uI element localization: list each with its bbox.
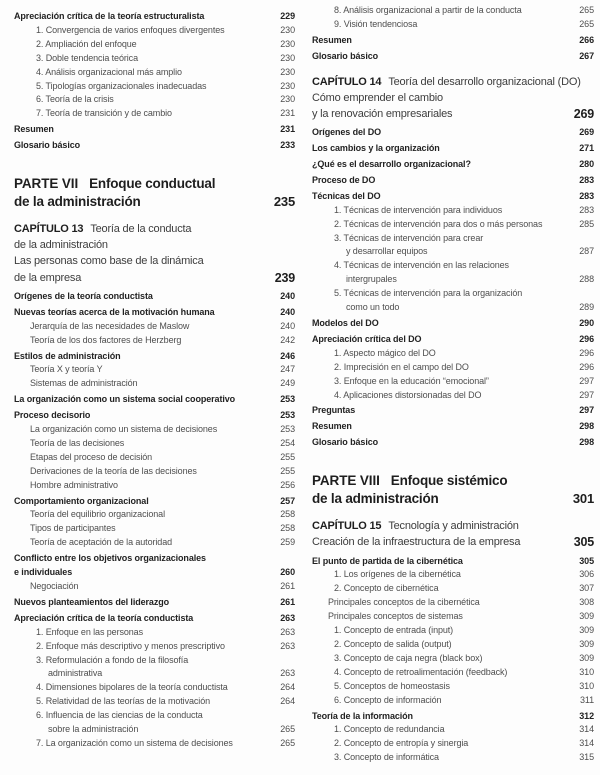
page-number: 283 (579, 190, 594, 201)
entry-title: 2. Concepto de cibernética (334, 583, 439, 594)
entry-title: Negociación (30, 581, 79, 591)
page-number: 310 (579, 666, 594, 677)
entry-title: Técnicas del DO (312, 190, 381, 201)
page-number: 285 (579, 218, 594, 229)
entry-title: Jerarquía de las necesidades de Maslow (30, 320, 190, 331)
entry-title: Conflicto entre los objetivos organizacionales (14, 553, 206, 564)
page-number: 258 (280, 523, 295, 534)
page-number: 264 (280, 682, 295, 693)
page-number: 261 (280, 596, 295, 607)
toc-entry (14, 640, 295, 654)
page-number: 260 (280, 567, 295, 578)
page-number: 310 (579, 680, 594, 691)
entry-title: 1. Aspecto mágico del DO (334, 347, 436, 358)
toc-entry (14, 237, 295, 253)
entry-title: 3. Concepto de informática (334, 752, 439, 763)
entry-title: Los cambios y la organización (312, 143, 440, 154)
entry-title: Enfoque conductual (89, 176, 216, 192)
toc-entry (312, 245, 594, 259)
toc-entry (14, 479, 295, 493)
toc-entry (14, 709, 295, 723)
page-number: 233 (280, 140, 295, 151)
toc-entry (14, 465, 295, 479)
section-number-label: CAPÍTULO 15 (312, 520, 382, 533)
page-number: 253 (280, 410, 295, 421)
page-number: 312 (579, 710, 594, 721)
entry-title: Resumen (312, 34, 352, 45)
toc-entry (312, 142, 594, 156)
page-number: 242 (280, 334, 295, 345)
entry-title: 4. Análisis organizacional más amplio (36, 66, 182, 77)
toc-entry (312, 375, 594, 389)
entry-title: de la administración (14, 239, 108, 252)
entry-title: Glosario básico (312, 437, 379, 448)
entry-title: 1. Técnicas de intervención para individuos (334, 204, 503, 215)
entry-title: Glosario básico (312, 50, 379, 61)
entry-title: Teoría del equilibrio organizacional (30, 509, 165, 520)
toc-entry (14, 66, 295, 80)
toc-entry (312, 596, 594, 610)
toc-entry (312, 638, 594, 652)
entry-title: Cómo emprender el cambio (312, 91, 443, 104)
page-number: 265 (579, 18, 594, 29)
page-number: 305 (579, 555, 594, 566)
entry-title: 1. Los orígenes de la cibernética (334, 569, 461, 580)
entry-title: 4. Aplicaciones distorsionadas del DO (334, 389, 482, 400)
toc-entry (14, 552, 295, 566)
entry-title: 5. Relatividad de las teorías de la motivación (36, 696, 210, 707)
toc-entry (312, 694, 594, 708)
toc-entry (312, 301, 594, 315)
toc-entry (14, 38, 295, 52)
page-number: 240 (280, 306, 295, 317)
page-number: 297 (579, 375, 594, 386)
toc-entry (312, 174, 594, 188)
toc-entry (14, 522, 295, 536)
page-number: 267 (579, 50, 594, 61)
page-number: 297 (579, 389, 594, 400)
toc-entry (312, 361, 594, 375)
page-number: 309 (579, 625, 594, 636)
toc-entry (14, 24, 295, 38)
entry-title: intergrupales (346, 274, 397, 285)
entry-title: 6. Concepto de información (334, 694, 442, 705)
toc-entry (312, 751, 594, 765)
entry-title: de la administración (14, 194, 141, 210)
toc-entry (14, 409, 295, 423)
page-number: 307 (579, 583, 594, 594)
entry-title: Preguntas (312, 405, 356, 416)
toc-entry (14, 654, 295, 668)
entry-title: El punto de partida de la cibernética (312, 555, 463, 566)
toc-entry (14, 93, 295, 107)
toc-entry (14, 350, 295, 364)
toc-entry (14, 667, 295, 681)
entry-title: 1. Convergencia de varios enfoques divergentes (36, 24, 225, 35)
entry-title: 4. Técnicas de intervención en las relaciones (334, 260, 509, 271)
toc-entry (14, 306, 295, 320)
toc-entry (14, 363, 295, 377)
toc-entry (14, 393, 295, 407)
entry-title: 5. Tipologías organizacionales inadecuadas (36, 80, 207, 91)
toc-entry (14, 139, 295, 153)
entry-title: Comportamiento organizacional (14, 495, 149, 506)
entry-title: Etapas del proceso de decisión (30, 451, 153, 462)
page-number: 230 (280, 38, 295, 49)
entry-title: 3. Enfoque en la educación “emocional” (334, 375, 489, 386)
entry-title: 6. Influencia de las ciencias de la conducta (36, 710, 203, 721)
page-number: 309 (579, 652, 594, 663)
page-number: 309 (579, 611, 594, 622)
toc-entry (312, 389, 594, 403)
toc-entry (312, 347, 594, 361)
entry-title: Principales conceptos de sistemas (328, 611, 463, 622)
page-number: 261 (280, 581, 295, 591)
entry-title: sobre la administración (48, 724, 139, 735)
toc-entry (312, 610, 594, 624)
entry-title: Nuevas teorías acerca de la motivación humana (14, 306, 215, 317)
toc-entry (312, 436, 594, 450)
page-number: 311 (579, 694, 594, 705)
toc-entry (14, 495, 295, 509)
toc-entry (14, 536, 295, 550)
toc-entry (14, 270, 295, 286)
page-number: 255 (280, 451, 295, 462)
toc-entry (14, 10, 295, 24)
entry-title: 5. Técnicas de intervención para la organización (334, 288, 523, 299)
page-number: 298 (579, 421, 594, 432)
page-number: 239 (274, 270, 295, 285)
page-number: 253 (280, 394, 295, 405)
toc-entry (312, 158, 594, 172)
page-number: 230 (280, 80, 295, 91)
toc-entry (312, 582, 594, 596)
page-number: 247 (280, 364, 295, 375)
entry-title: Creación de la infraestructura de la empresa (312, 536, 521, 549)
toc-entry (312, 568, 594, 582)
toc-entry (312, 555, 594, 569)
entry-title: 1. Concepto de redundancia (334, 724, 445, 735)
entry-title: 7. Teoría de transición y de cambio (36, 108, 172, 119)
page-number: 314 (579, 724, 594, 735)
page-number: 306 (579, 569, 594, 580)
toc-column-left (14, 8, 295, 751)
toc-entry (14, 290, 295, 304)
page-number: 253 (280, 424, 295, 435)
entry-title: Teoría del desarrollo organizacional (DO) (388, 75, 581, 88)
entry-title: 2. Concepto de entropía y sinergia (334, 738, 469, 749)
page-number: 289 (579, 302, 594, 313)
toc-entry (14, 253, 295, 269)
entry-title: 7. La organización como un sistema de decisiones (36, 737, 233, 748)
toc-entry (312, 472, 594, 490)
toc-entry (312, 680, 594, 694)
toc-entry (312, 534, 594, 550)
toc-entry (14, 377, 295, 391)
page-number: 308 (579, 597, 594, 608)
entry-title: Orígenes del DO (312, 127, 382, 138)
toc-entry (312, 50, 594, 64)
entry-title: Las personas como base de la dinámica (14, 255, 204, 268)
toc-entry (14, 175, 295, 193)
page-number: 265 (280, 724, 295, 735)
toc-entry (14, 221, 295, 237)
entry-title: Tecnología y administración (388, 520, 519, 533)
toc-entry (14, 626, 295, 640)
entry-title: Teoría de las decisiones (30, 437, 125, 448)
entry-title: 2. Técnicas de intervención para dos o más personas (334, 218, 543, 229)
page-number: 266 (579, 34, 594, 45)
toc-entry (312, 273, 594, 287)
entry-title: Estilos de administración (14, 350, 121, 361)
entry-title: e individuales (14, 567, 73, 578)
toc-entry (14, 334, 295, 348)
toc-entry (312, 404, 594, 418)
toc-entry (312, 710, 594, 724)
entry-title: Teoría de la conducta (90, 223, 192, 236)
page-number: 254 (280, 437, 295, 448)
page-number: 314 (579, 738, 594, 749)
toc-entry (312, 18, 594, 32)
entry-title: 3. Doble tendencia teórica (36, 52, 138, 63)
page-number: 240 (280, 290, 295, 301)
page-number: 309 (579, 639, 594, 650)
toc-entry (312, 317, 594, 331)
toc-entry (312, 204, 594, 218)
entry-title: 3. Técnicas de intervención para crear (334, 232, 484, 243)
entry-title: como un todo (346, 302, 400, 313)
toc-entry (14, 612, 295, 626)
page-number: 231 (280, 108, 295, 119)
toc-entry (312, 4, 594, 18)
toc-entry (14, 437, 295, 451)
entry-title: Enfoque sistémico (390, 473, 508, 489)
entry-title: 8. Análisis organizacional a partir de la conducta (334, 5, 522, 15)
page-number: 231 (280, 124, 295, 135)
page-number: 230 (280, 66, 295, 77)
entry-title: Principales conceptos de la cibernética (328, 597, 480, 608)
toc-entry (14, 580, 295, 594)
page-number: 269 (573, 107, 594, 122)
page-number: 297 (579, 405, 594, 416)
entry-title: 9. Visión tendenciosa (334, 18, 418, 29)
toc-entry (14, 123, 295, 137)
toc-entry (312, 287, 594, 301)
page-number: 263 (280, 626, 295, 637)
entry-title: y desarrollar equipos (346, 246, 428, 257)
toc-entry (14, 423, 295, 437)
entry-title: Hombre administrativo (30, 479, 118, 490)
entry-title: 2. Ampliación del enfoque (36, 38, 137, 49)
entry-title: Proceso decisorio (14, 410, 91, 421)
page-number: 298 (579, 437, 594, 448)
page-number: 283 (579, 174, 594, 185)
toc-entry (312, 126, 594, 140)
toc-entry (14, 723, 295, 737)
page-number: 263 (280, 640, 295, 651)
toc-entry (312, 190, 594, 204)
entry-title: Teoría X y teoría Y (30, 364, 103, 375)
entry-title: Teoría de aceptación de la autoridad (30, 537, 173, 548)
toc-entry (14, 320, 295, 334)
page-number: 305 (573, 535, 594, 550)
entry-title: Sistemas de administración (30, 378, 138, 389)
entry-title: La organización como un sistema de decisiones (30, 424, 218, 435)
page-number: 249 (280, 378, 295, 389)
toc-entry (14, 52, 295, 66)
page-number: 264 (280, 696, 295, 707)
toc-entry (312, 232, 594, 246)
toc-entry (14, 451, 295, 465)
toc-entry (312, 34, 594, 48)
entry-title: ¿Qué es el desarrollo organizacional? (312, 159, 471, 170)
toc-entry (312, 490, 594, 508)
page-number: 229 (280, 11, 295, 21)
entry-title: 3. Reformulación a fondo de la filosofía (36, 654, 189, 665)
page-number: 235 (273, 194, 295, 210)
toc-column-right (312, 4, 594, 765)
entry-title: Glosario básico (14, 140, 81, 151)
page-number: 257 (280, 495, 295, 506)
page-number: 296 (579, 361, 594, 372)
entry-title: Modelos del DO (312, 318, 379, 329)
entry-title: Nuevos planteamientos del liderazgo (14, 596, 170, 607)
entry-title: 2. Enfoque más descriptivo y menos prescriptivo (36, 640, 225, 651)
entry-title: La organización como un sistema social cooperativo (14, 394, 236, 405)
page-number: 263 (280, 612, 295, 623)
page-number: 271 (579, 143, 594, 154)
entry-title: Teoría de los dos factores de Herzberg (30, 334, 182, 345)
page-number: 230 (280, 24, 295, 35)
entry-title: Proceso de DO (312, 174, 376, 185)
toc-entry (14, 566, 295, 580)
page-number: 255 (280, 465, 295, 476)
entry-title: y la renovación empresariales (312, 108, 453, 121)
entry-title: de la administración (312, 491, 439, 507)
entry-title: 2. Concepto de salida (output) (334, 639, 452, 650)
page-number: 287 (579, 246, 594, 257)
page-number: 280 (579, 159, 594, 170)
section-number-label: PARTE VIII (312, 473, 380, 489)
entry-title: Resumen (14, 124, 54, 135)
page-number: 256 (280, 479, 295, 490)
toc-entry (14, 508, 295, 522)
page-number: 283 (579, 204, 594, 215)
toc-entry (14, 107, 295, 121)
page-number: 263 (280, 668, 295, 679)
page-number: 296 (579, 333, 594, 344)
page-number: 301 (572, 491, 594, 507)
toc-entry (312, 259, 594, 273)
toc-entry (14, 737, 295, 751)
entry-title: 1. Enfoque en las personas (36, 626, 143, 637)
entry-title: 2. Imprecisión en el campo del DO (334, 361, 469, 372)
toc-entry (312, 74, 594, 90)
page-number: 246 (280, 350, 295, 361)
toc-entry (312, 218, 594, 232)
toc-entry (312, 333, 594, 347)
toc-entry (312, 420, 594, 434)
page-number: 230 (280, 52, 295, 63)
toc-entry (14, 596, 295, 610)
page-number: 290 (579, 318, 594, 329)
toc-entry (14, 80, 295, 94)
entry-title: 1. Concepto de entrada (input) (334, 625, 454, 636)
entry-title: Orígenes de la teoría conductista (14, 290, 153, 301)
page-number: 265 (579, 5, 594, 15)
toc-entry (14, 681, 295, 695)
toc-entry (312, 90, 594, 106)
page-number: 259 (280, 537, 295, 548)
page-number: 296 (579, 347, 594, 358)
entry-title: Derivaciones de la teoría de las decisiones (30, 465, 197, 476)
page-number: 288 (579, 274, 594, 285)
entry-title: 5. Conceptos de homeostasis (334, 680, 450, 691)
toc-entry (312, 518, 594, 534)
entry-title: 4. Dimensiones bipolares de la teoría conductista (36, 682, 228, 693)
section-number-label: CAPÍTULO 14 (312, 75, 382, 88)
page-number: 269 (579, 127, 594, 138)
toc-entry (312, 723, 594, 737)
entry-title: 3. Concepto de caja negra (black box) (334, 652, 483, 663)
section-number-label: PARTE VII (14, 176, 79, 192)
page-number: 315 (579, 752, 594, 763)
entry-title: Tipos de participantes (30, 523, 116, 534)
entry-title: Apreciación crítica de la teoría estructuralista (14, 11, 205, 21)
page-number: 240 (280, 320, 295, 331)
toc-entry (312, 652, 594, 666)
entry-title: Resumen (312, 421, 352, 432)
toc-entry (312, 737, 594, 751)
toc-entry (312, 624, 594, 638)
entry-title: Apreciación crítica de la teoría conductista (14, 612, 194, 623)
toc-entry (14, 695, 295, 709)
entry-title: Apreciación crítica del DO (312, 333, 422, 344)
toc-entry (312, 106, 594, 122)
toc-entry (14, 193, 295, 211)
entry-title: 4. Concepto de retroalimentación (feedback) (334, 666, 508, 677)
section-number-label: CAPÍTULO 13 (14, 223, 84, 236)
entry-title: de la empresa (14, 271, 82, 284)
entry-title: 6. Teoría de la crisis (36, 94, 114, 105)
page-number: 265 (280, 737, 295, 748)
entry-title: administrativa (48, 668, 103, 679)
toc-entry (312, 666, 594, 680)
entry-title: Teoría de la información (312, 710, 413, 721)
page-number: 258 (280, 509, 295, 520)
page-number: 230 (280, 94, 295, 105)
